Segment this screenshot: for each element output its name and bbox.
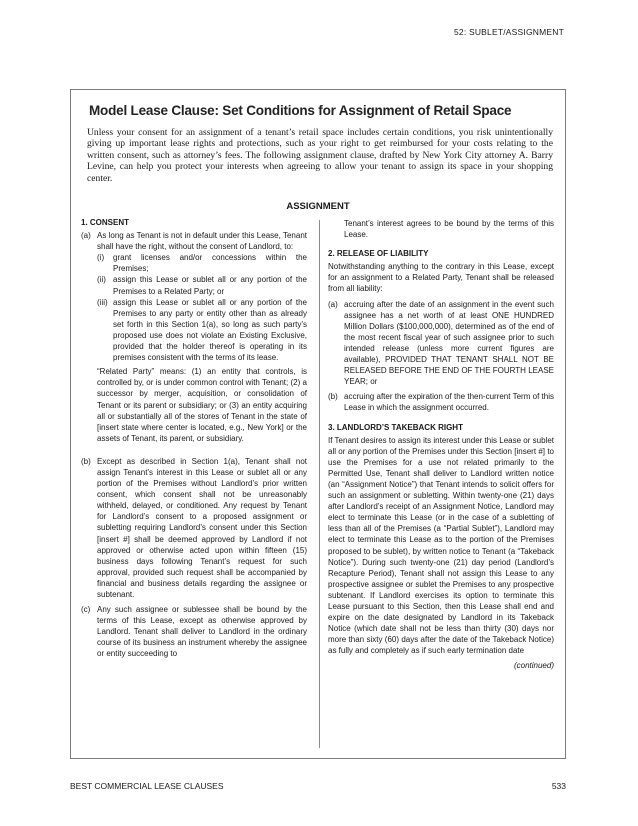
clause-text: grant licenses and/or concessions within the Premises; (113, 253, 307, 274)
clause-marker: (a) (81, 231, 91, 241)
clause-marker: (c) (81, 605, 91, 615)
clause-1b (81, 456, 307, 600)
clause-1a-i (97, 252, 307, 274)
clause-1c (81, 604, 307, 659)
clause-text: accruing after the expiration of the then-current Term of this Lease in which the assignment occurred. (344, 392, 554, 413)
clause-1a (81, 230, 307, 252)
section-2-heading: 2. RELEASE OF LIABILITY (328, 249, 429, 259)
clause-marker: (i) (97, 253, 105, 263)
clause-marker: (b) (81, 456, 91, 466)
page-number: 533 (551, 781, 566, 791)
running-head: 52: SUBLET/ASSIGNMENT (453, 27, 564, 37)
clause-text: assign this Lease or sublet all or any portion of the Premises to a Related Party; or (113, 275, 307, 296)
column-divider (319, 220, 320, 748)
section-2-text: Notwithstanding anything to the contrary in this Lease, except for an assignment to a Related Party, Tenant shall be released from all liability: (328, 262, 554, 294)
section-3-heading: 3. LANDLORD’S TAKEBACK RIGHT (328, 422, 463, 432)
clause-marker: (b) (328, 392, 338, 402)
clause-2b (328, 391, 554, 413)
assignment-heading: ASSIGNMENT (286, 201, 350, 212)
clause-text: Except as described in Section 1(a), Tenant shall not assign Tenant’s interest in this Lease or sublet all or any portion of the Premises without Landlord’s prior written consent, which consent shall not be unreasonably withheld, delayed, or conditioned. Any request by Tenant for Landlord’s consent to a proposed assignment or subletting requiring Landlord’s consent under this Section [insert #] shall be deemed approved by Landlord if not approved or otherwise acted upon within fifteen (15) business days following Tenant’s request for such approval, provided such request shall be accompanied by financial and business details regarding the assignee or subtenant. (97, 456, 307, 599)
clause-text: As long as Tenant is not in default under this Lease, Tenant shall have the right, without the consent of Landlord, to: (97, 231, 307, 252)
model-lease-clause-box (70, 89, 566, 759)
continued-label: (continued) (513, 661, 554, 671)
clause-1a-iii (97, 297, 307, 364)
clause-marker: (ii) (97, 275, 106, 285)
clause-marker: (a) (328, 299, 338, 309)
clause-1a-ii (97, 274, 307, 296)
clause-text: Any such assignee or sublessee shall be bound by the terms of this Lease, except as otherwise approved by Landlord. Tenant shall deliver to Landlord in the ordinary course of its business an instrument whereby the assignee or entity succeeding to (97, 605, 307, 659)
clause-text: accruing after the date of an assignment in the event such assignee has a net worth of at least ONE HUNDRED Million Dollars ($100,000,000), determined as of the end of the most recent fiscal year of such assignee prior to such intended release (unless more current figures are available), PROVIDED THAT TENANT SHALL NOT BE RELEASED BEFORE THE END OF THE FOURTH LEASE YEAR; or (344, 299, 554, 387)
right-column (328, 218, 554, 672)
clause-1c-continued: Tenant’s interest agrees to be bound by the terms of this Lease. (344, 219, 554, 240)
related-party-definition: “Related Party” means: (1) an entity that controls, is controlled by, or is under common control with Tenant; (2) a successor by merger, acquisition, or consolidation of Tenant or its parent or subsidiary; or (3) an entity acquiring all or substantially all of the stores of Tenant in the state of [insert state where center is located, e.g., New York] or the assets of Tenant, its parent, or subsidiary. (97, 367, 307, 443)
section-3-text: If Tenant desires to assign its interest under this Lease or sublet all or any portion of the Premises under this Section [insert #] to use the Premises for a use not related primarily to the Permitted Use, Tenant shall deliver to Landlord written notice (an “Assignment Notice”) that Tenant intends to solicit offers for such an assignment or subletting. Within twenty-one (21) days after Landlord’s receipt of an Assignment Notice, Landlord may elect to terminate this Lease (or in the case of a subletting of less than all of the Premises (a “Partial Sublet”), Landlord may elect to terminate this Lease as to the portion of the Premises proposed to be sublet), by written notice to Tenant (a “Takeback Notice”). During such twenty-one (21) day period (Landlord’s Recapture Period), Tenant shall not assign this Lease to any prospective assignee or sublet the Premises to any prospective subtenant. If Landlord exercises its option to terminate this Lease pursuant to this Section, then this Lease shall end and expire on the date designated by Landlord in its Takeback Notice (which date shall not be less than thirty (30) days nor more than sixty (60) days after the date of the Takeback Notice) as fully and completely as if such early termination date (328, 435, 554, 656)
box-title: Model Lease Clause: Set Conditions for Assignment of Retail Space (89, 103, 512, 118)
clause-marker: (iii) (97, 297, 108, 307)
left-column (81, 217, 307, 660)
footer-book-title: BEST COMMERCIAL LEASE CLAUSES (70, 781, 224, 791)
intro-paragraph: Unless your consent for an assignment of a tenant’s retail space includes certain conditions, you risk unintentionally giving up important lease rights and protections, such as your right to get reimbursed for your costs relating to the written consent, such as attorney’s fees. The following assignment clause, drafted by New York City attorney A. Barry Levine, can help you protect your interests when agreeing to allow your tenant to assign its space in your shopping center. (87, 127, 553, 184)
clause-text: assign this Lease or sublet all or any portion of the Premises to any party or entity other than as already set forth in this Section 1(a), so long as such party’s proposed use does not violate an Existing Exclusive, provided that the holder thereof is operating in its premises consistent with the terms of its lease. (113, 297, 307, 363)
clause-2a (328, 299, 554, 388)
section-1-heading: 1. CONSENT (81, 218, 130, 227)
